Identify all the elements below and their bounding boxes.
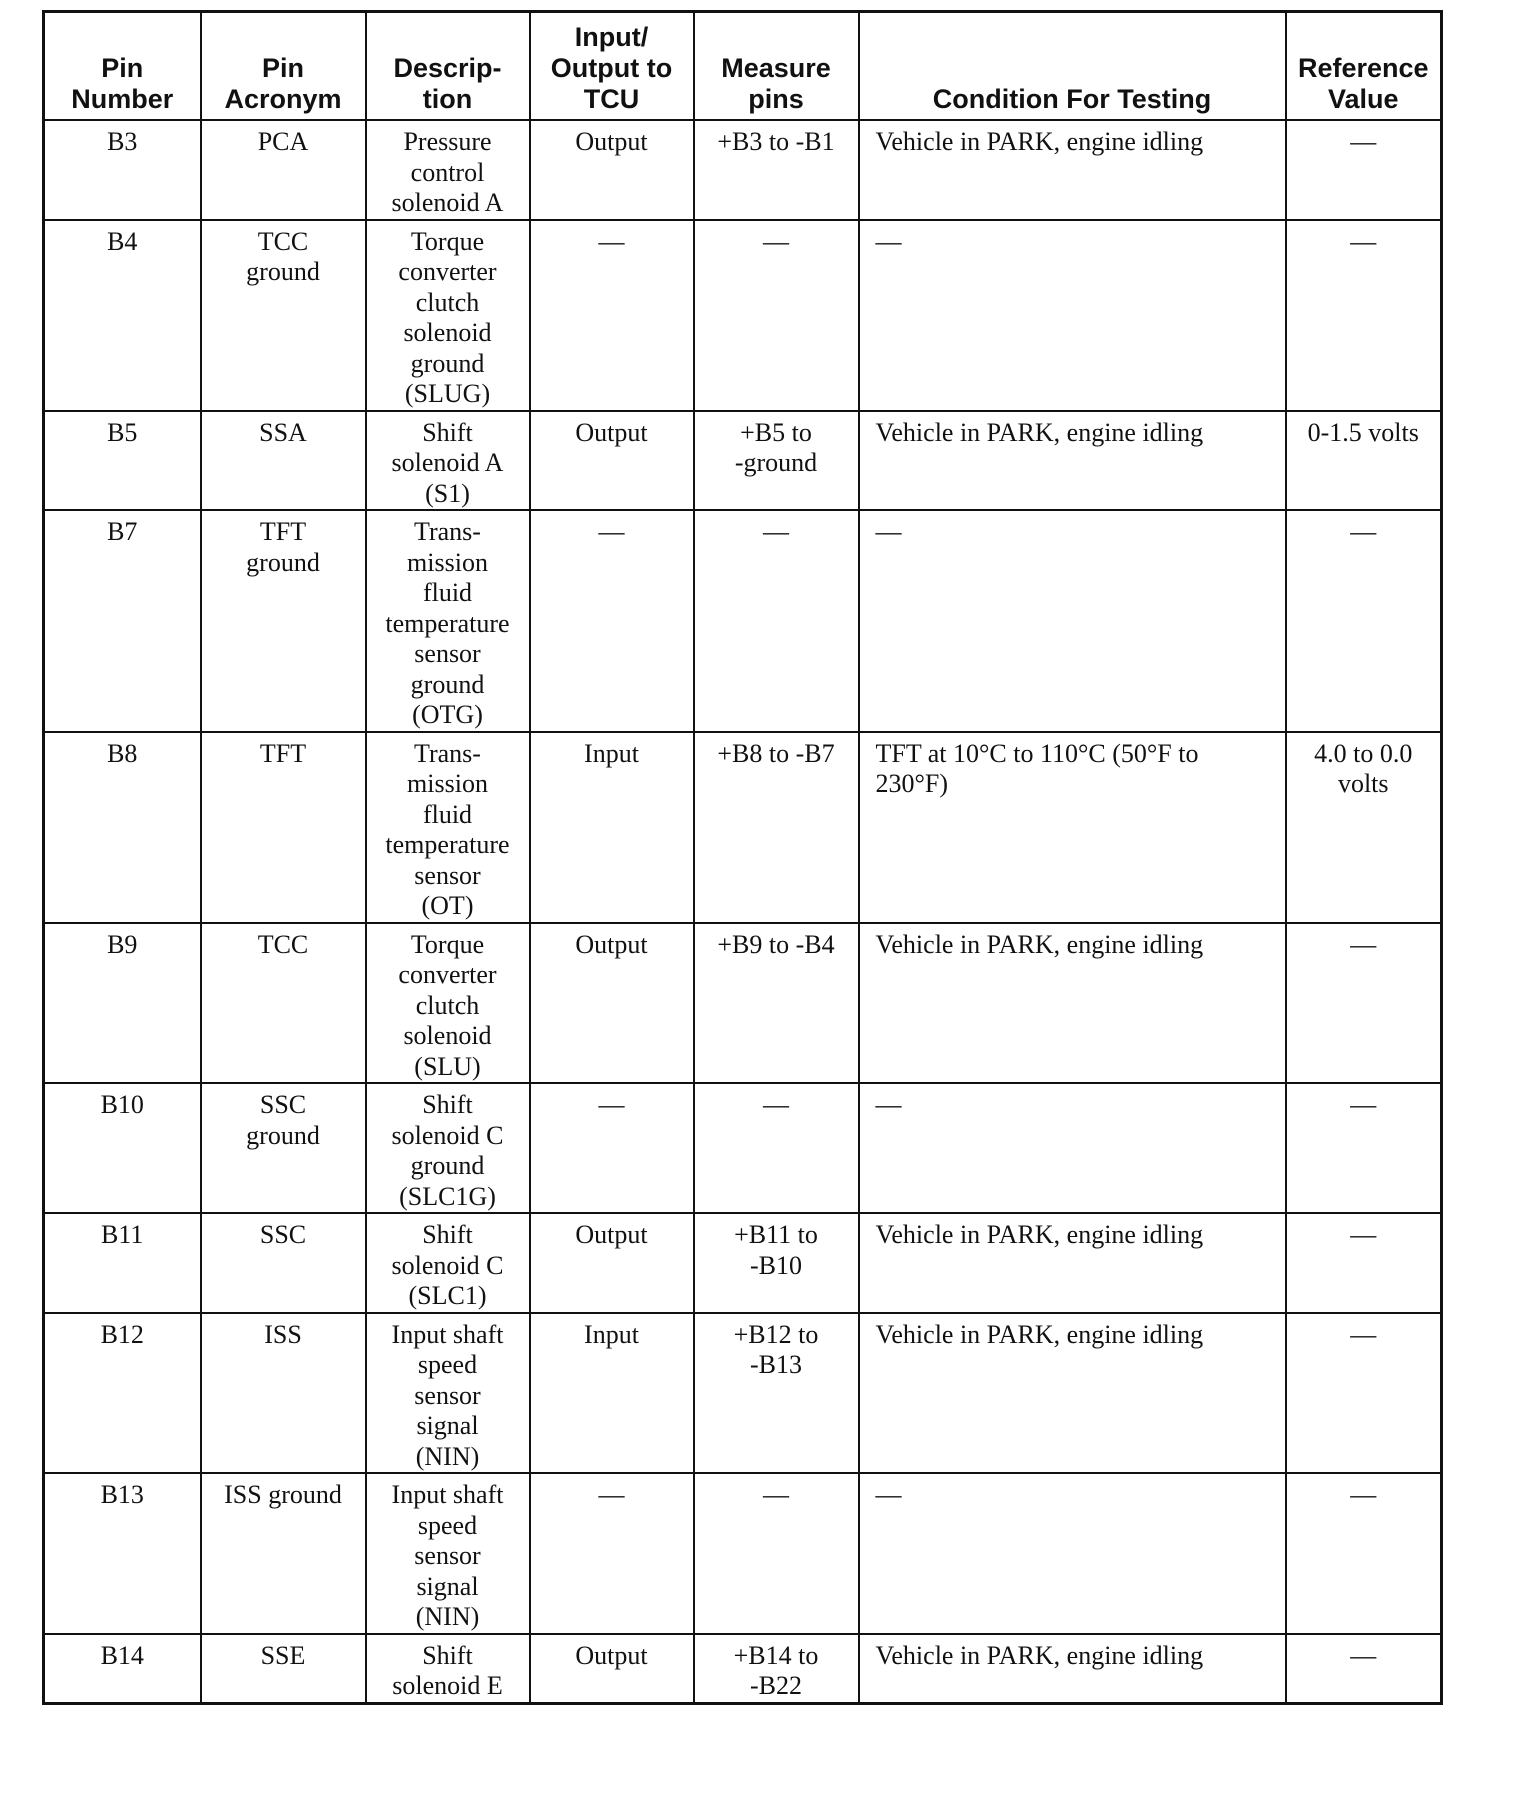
description-cell-line: clutch <box>415 287 480 317</box>
description-cell-line: Shift <box>422 1220 473 1249</box>
pin-acronym-cell-line: SSC <box>259 1220 307 1249</box>
reference-value-cell <box>1286 120 1442 220</box>
description-cell-line: fluid <box>422 578 473 607</box>
table-row <box>44 1213 1442 1313</box>
pin-acronym-cell <box>201 120 366 220</box>
measure-pins-cell-line: -B10 <box>750 1250 802 1280</box>
pin-acronym-cell <box>201 1213 366 1313</box>
description-cell <box>366 510 530 732</box>
description-cell-line: converter <box>398 257 497 286</box>
pin-acronym-cell <box>201 220 366 411</box>
description-cell-line: Trans- <box>414 517 481 546</box>
table-row <box>44 1313 1442 1474</box>
description-cell-line: (OT) <box>421 891 474 920</box>
pin-number-cell: B5 <box>44 411 201 511</box>
measure-pins-cell <box>694 1473 859 1634</box>
condition-cell-line: — <box>875 517 902 546</box>
reference-value-cell <box>1286 510 1442 732</box>
description-cell <box>366 1213 530 1313</box>
reference-value-cell-line: — <box>1350 1090 1377 1119</box>
pin-number-cell: B14 <box>44 1634 201 1704</box>
reference-value-cell-line: — <box>1350 517 1377 546</box>
condition-cell-line: 230°F) <box>875 769 949 798</box>
measure-pins-cell-line: — <box>763 1090 789 1119</box>
description-cell-line: signal <box>416 1571 479 1601</box>
description-cell-line: solenoid E <box>392 1671 503 1700</box>
table-row <box>44 732 1442 923</box>
measure-pins-cell-line: +B11 to <box>734 1220 818 1249</box>
reference-value-cell <box>1286 923 1442 1084</box>
description-cell-line: mission <box>407 769 488 798</box>
description-cell-line: (OTG) <box>412 700 483 729</box>
measure-pins-cell <box>694 923 859 1084</box>
measure-pins-cell <box>694 1313 859 1474</box>
pin-reference-table <box>42 10 1443 1705</box>
reference-value-cell <box>1286 1473 1442 1634</box>
description-cell-line: speed <box>417 1350 478 1379</box>
description-cell-line: Pressure <box>403 127 492 156</box>
description-cell <box>366 923 530 1084</box>
condition-cell-line: Vehicle in PARK, engine idling <box>875 929 1204 959</box>
pin-number-cell: B7 <box>44 510 201 732</box>
measure-pins-cell <box>694 120 859 220</box>
description-cell-line: signal <box>416 1411 479 1440</box>
reference-value-cell <box>1286 1634 1442 1704</box>
pin-acronym-cell-line: TCC <box>257 226 309 256</box>
measure-pins-cell-line: +B3 to -B1 <box>717 127 835 156</box>
condition-cell <box>859 923 1286 1084</box>
header-measure-pins <box>694 12 859 121</box>
description-cell-line: Trans- <box>414 738 481 768</box>
description-cell <box>366 1083 530 1213</box>
pin-number-cell: B8 <box>44 732 201 923</box>
measure-pins-cell <box>694 1634 859 1704</box>
header-measure-pins-line: pins <box>748 84 804 114</box>
description-cell-line: converter <box>398 960 497 989</box>
measure-pins-cell-line: -B22 <box>750 1671 802 1700</box>
pin-acronym-cell <box>201 732 366 923</box>
measure-pins-cell <box>694 411 859 511</box>
condition-cell <box>859 1473 1286 1634</box>
table-row <box>44 1634 1442 1704</box>
input-output-cell: Output <box>530 923 694 1084</box>
header-input-output-line: Output to <box>550 53 673 83</box>
description-cell-line: sensor <box>414 1541 481 1570</box>
condition-cell <box>859 120 1286 220</box>
measure-pins-cell <box>694 732 859 923</box>
reference-value-cell-line: — <box>1350 1480 1377 1509</box>
description-cell <box>366 220 530 411</box>
header-pin-acronym-line: Pin <box>261 53 304 83</box>
condition-cell-line: Vehicle in PARK, engine idling <box>875 417 1204 447</box>
description-cell-line: (NIN) <box>415 1441 480 1471</box>
measure-pins-cell <box>694 220 859 411</box>
description-cell <box>366 732 530 923</box>
input-output-cell: Output <box>530 411 694 511</box>
description-cell-line: Shift <box>422 417 473 447</box>
description-cell-line: solenoid C <box>391 1250 504 1280</box>
input-output-cell: Output <box>530 1634 694 1704</box>
description-cell-line: solenoid A <box>391 188 504 217</box>
condition-cell <box>859 1313 1286 1474</box>
condition-cell <box>859 1083 1286 1213</box>
measure-pins-cell-line: — <box>763 1480 789 1509</box>
measure-pins-cell-line: +B8 to -B7 <box>717 738 835 768</box>
condition-cell <box>859 1213 1286 1313</box>
measure-pins-cell-line: -B13 <box>750 1350 802 1379</box>
input-output-cell: — <box>530 1473 694 1634</box>
description-cell-line: speed <box>417 1510 478 1540</box>
description-cell-line: clutch <box>415 990 480 1020</box>
reference-value-cell <box>1286 411 1442 511</box>
input-output-cell: Output <box>530 1213 694 1313</box>
description-cell-line: (SLU) <box>414 1051 481 1081</box>
measure-pins-cell <box>694 1213 859 1313</box>
pin-number-cell: B13 <box>44 1473 201 1634</box>
header-pin-acronym <box>201 12 366 121</box>
reference-value-cell <box>1286 1313 1442 1474</box>
condition-cell-line: — <box>875 226 902 256</box>
pin-acronym-cell <box>201 411 366 511</box>
pin-number-cell: B3 <box>44 120 201 220</box>
condition-cell-line: — <box>875 1090 902 1119</box>
reference-value-cell-line: — <box>1350 127 1377 156</box>
reference-value-cell-line: 4.0 to 0.0 <box>1314 738 1413 768</box>
description-cell-line: Torque <box>410 226 485 256</box>
description-cell <box>366 1473 530 1634</box>
condition-cell <box>859 1634 1286 1704</box>
description-cell-line: Torque <box>410 929 485 959</box>
description-cell-line: solenoid <box>403 318 492 347</box>
reference-value-cell-line: — <box>1350 1319 1377 1349</box>
pin-acronym-cell-line: ground <box>246 547 320 577</box>
table-header <box>44 12 1442 121</box>
pin-acronym-cell-line: ground <box>246 1120 320 1150</box>
description-cell-line: mission <box>407 547 488 577</box>
pin-acronym-cell-line: PCA <box>257 127 309 156</box>
measure-pins-cell-line: -ground <box>734 448 818 477</box>
description-cell <box>366 1313 530 1474</box>
table-row <box>44 1473 1442 1634</box>
header-reference-value-line: Reference <box>1297 53 1429 83</box>
pin-number-cell: B11 <box>44 1213 201 1313</box>
pin-number-cell: B4 <box>44 220 201 411</box>
condition-cell <box>859 411 1286 511</box>
description-cell <box>366 411 530 511</box>
measure-pins-cell-line: +B14 to <box>733 1640 819 1670</box>
measure-pins-cell <box>694 510 859 732</box>
header-condition-line: Condition For Testing <box>932 84 1212 114</box>
pin-acronym-cell-line: ISS <box>264 1319 302 1349</box>
measure-pins-cell-line: +B12 to <box>733 1319 819 1349</box>
reference-value-cell-line: volts <box>1337 769 1389 798</box>
header-pin-acronym-line: Acronym <box>224 84 342 114</box>
input-output-cell: Input <box>530 732 694 923</box>
pin-acronym-cell <box>201 510 366 732</box>
pin-acronym-cell <box>201 923 366 1084</box>
pin-acronym-cell-line: TCC <box>257 929 309 959</box>
header-input-output-line: Input/ <box>574 22 649 52</box>
table-row <box>44 220 1442 411</box>
input-output-cell: — <box>530 1083 694 1213</box>
description-cell-line: Input shaft <box>391 1480 504 1509</box>
pin-acronym-cell-line: ground <box>246 257 320 286</box>
description-cell-line: (SLUG) <box>404 379 491 408</box>
pin-acronym-cell-line: SSA <box>259 417 307 447</box>
reference-value-cell-line: 0-1.5 volts <box>1307 417 1419 447</box>
description-cell-line: Shift <box>422 1090 473 1119</box>
condition-cell <box>859 510 1286 732</box>
measure-pins-cell <box>694 1083 859 1213</box>
measure-pins-cell-line: — <box>763 517 789 546</box>
header-input-output <box>530 12 694 121</box>
description-cell-line: Input shaft <box>391 1319 504 1349</box>
table-row <box>44 1083 1442 1213</box>
description-cell-line: ground <box>410 669 485 699</box>
table-body <box>44 120 1442 1703</box>
reference-value-cell-line: — <box>1350 929 1377 959</box>
description-cell-line: fluid <box>422 799 473 829</box>
pin-number-cell: B10 <box>44 1083 201 1213</box>
reference-value-cell <box>1286 1083 1442 1213</box>
pin-acronym-cell-line: SSC <box>259 1090 307 1119</box>
description-cell-line: ground <box>410 348 485 378</box>
header-pin-number <box>44 12 201 121</box>
condition-cell <box>859 732 1286 923</box>
pin-number-cell: B9 <box>44 923 201 1084</box>
reference-value-cell-line: — <box>1350 1220 1377 1249</box>
description-cell-line: temperature <box>385 608 510 638</box>
pin-acronym-cell-line: TFT <box>259 738 307 768</box>
reference-value-cell <box>1286 732 1442 923</box>
table-row <box>44 923 1442 1084</box>
header-description <box>366 12 530 121</box>
header-description-line: Descrip- <box>393 53 502 83</box>
input-output-cell: Input <box>530 1313 694 1474</box>
condition-cell-line: Vehicle in PARK, engine idling <box>875 1319 1204 1349</box>
pin-acronym-cell <box>201 1083 366 1213</box>
condition-cell <box>859 220 1286 411</box>
reference-value-cell-line: — <box>1350 226 1377 256</box>
description-cell-line: (S1) <box>425 478 470 508</box>
header-pin-number-line: Pin <box>101 53 144 83</box>
table-row <box>44 411 1442 511</box>
pin-number-cell: B12 <box>44 1313 201 1474</box>
description-cell-line: solenoid A <box>391 448 504 477</box>
description-cell-line: sensor <box>414 1380 481 1410</box>
table-row <box>44 120 1442 220</box>
header-condition <box>859 12 1286 121</box>
header-measure-pins-line: Measure <box>721 53 831 83</box>
measure-pins-cell-line: +B9 to -B4 <box>717 929 835 959</box>
description-cell-line: solenoid <box>403 1021 492 1050</box>
header-row <box>44 12 1442 121</box>
input-output-cell: — <box>530 220 694 411</box>
pin-acronym-cell <box>201 1473 366 1634</box>
description-cell-line: temperature <box>385 830 510 859</box>
reference-value-cell <box>1286 1213 1442 1313</box>
condition-cell-line: Vehicle in PARK, engine idling <box>875 1640 1204 1670</box>
header-pin-number-line: Number <box>71 84 174 114</box>
condition-cell-line: Vehicle in PARK, engine idling <box>875 127 1204 156</box>
input-output-cell: — <box>530 510 694 732</box>
condition-cell-line: Vehicle in PARK, engine idling <box>875 1220 1204 1249</box>
header-reference-value-line: Value <box>1327 84 1399 114</box>
description-cell-line: solenoid C <box>391 1120 504 1150</box>
description-cell <box>366 1634 530 1704</box>
table-row <box>44 510 1442 732</box>
description-cell-line: ground <box>410 1151 485 1180</box>
description-cell-line: (SLC1G) <box>399 1181 496 1211</box>
pin-acronym-cell-line: TFT <box>259 517 307 546</box>
measure-pins-cell-line: +B5 to <box>740 417 812 447</box>
reference-value-cell-line: — <box>1350 1640 1377 1670</box>
pin-acronym-cell <box>201 1313 366 1474</box>
condition-cell-line: — <box>875 1480 902 1509</box>
description-cell-line: (NIN) <box>415 1602 480 1631</box>
description-cell <box>366 120 530 220</box>
header-description-line: tion <box>422 84 473 114</box>
pin-acronym-cell-line: ISS ground <box>224 1480 342 1509</box>
header-input-output-line: TCU <box>583 84 640 114</box>
measure-pins-cell-line: — <box>763 226 789 256</box>
description-cell-line: control <box>410 157 485 187</box>
input-output-cell: Output <box>530 120 694 220</box>
description-cell-line: sensor <box>414 860 481 890</box>
pin-acronym-cell-line: SSE <box>260 1640 306 1670</box>
description-cell-line: sensor <box>414 639 481 668</box>
description-cell-line: Shift <box>422 1640 473 1670</box>
reference-value-cell <box>1286 220 1442 411</box>
pin-acronym-cell <box>201 1634 366 1704</box>
condition-cell-line: TFT at 10°C to 110°C (50°F to <box>875 738 1199 768</box>
description-cell-line: (SLC1) <box>408 1281 487 1310</box>
header-reference-value <box>1286 12 1442 121</box>
